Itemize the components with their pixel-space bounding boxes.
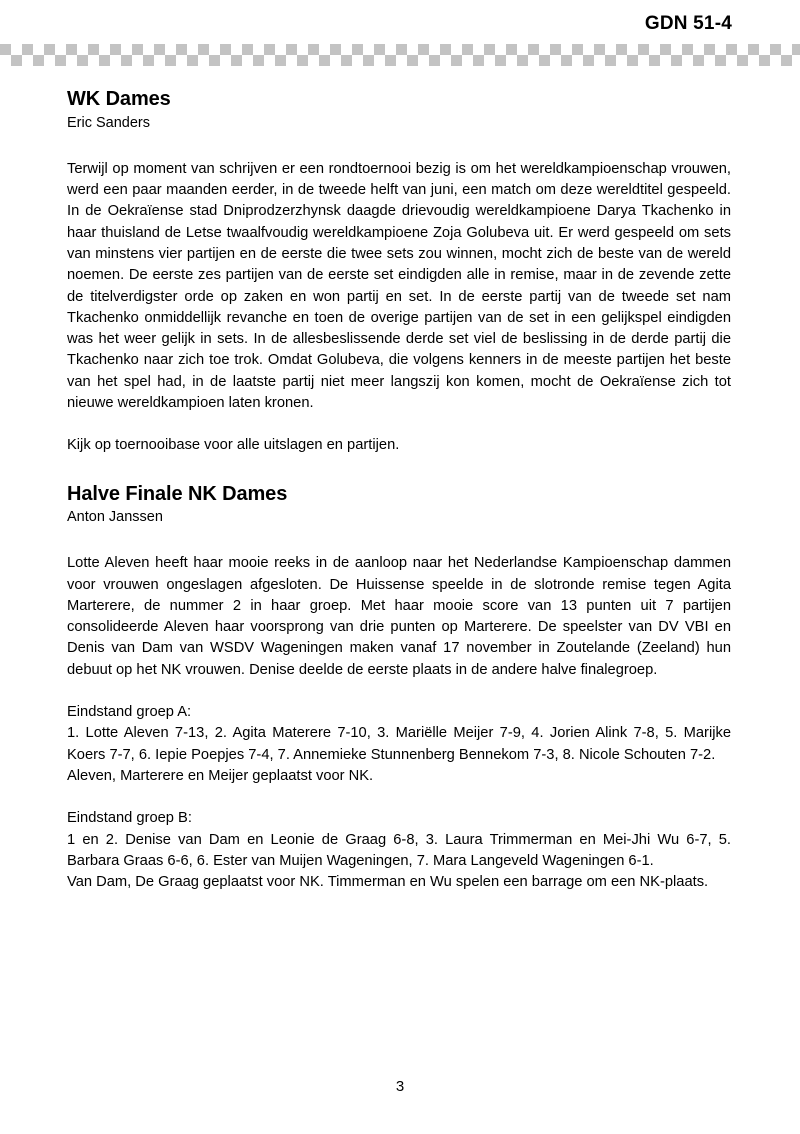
group-a-standings: 1. Lotte Aleven 7-13, 2. Agita Materere 7-10, 3. Mariëlle Meijer 7-9, 4. Jorien Alink 7-8, 5. Marijke Koers 7-7, 6. Iepie Poepjes 7-4, 7. Annemieke Stunnenberg Bennekom 7-3, 8. Nicole Schouten 7-2.	[67, 725, 731, 763]
page-content	[67, 88, 731, 893]
checker-row-top	[0, 44, 800, 55]
group-a-results	[67, 702, 731, 787]
article-byline: Anton Janssen	[67, 509, 163, 526]
article-title: Halve Finale NK Dames	[67, 482, 288, 505]
group-b-heading: Eindstand groep B:	[67, 810, 192, 827]
group-b-qualifiers: Van Dam, De Graag geplaatst voor NK. Timmerman en Wu spelen een barrage om een NK-plaats.	[67, 874, 709, 891]
article-paragraph: Kijk op toernooibase voor alle uitslagen en partijen.	[67, 437, 400, 454]
spacer	[67, 787, 731, 808]
article-halve-finale-nk-dames	[67, 483, 731, 894]
page-header	[0, 0, 800, 66]
article-byline: Eric Sanders	[67, 114, 151, 131]
checker-row-bottom	[0, 55, 800, 66]
article-paragraph: Terwijl op moment van schrijven er een rondtoernooi bezig is om het wereldkampioenschap vrouwen, werd een paar maanden eerder, in de tweede helft van juni, een match om deze wereldtitel gespeeld. In de Oekraïense stad Dniprodzerzhynsk daagde drievoudig wereldkampioene Darya Tkachenko in haar thuisland de Letse twaalfvoudig wereldkampioene Zoja Golubeva uit. Er werd gespeeld om sets van minstens vier partijen en de eerste die twee sets zou winnen, mocht zich de beste van de wereld noemen. De eerste zes partijen van de eerste set eindigden alle in remise, maar in de zevende zette de titelverdigster orde op zaken en won partij en set. In de eerste partij van de tweede set nam Tkachenko onmiddellijk revanche en toen de overige partijen van de set in een gelijkspel eindigden was het weer gelijk in sets. In de allesbeslissende derde set viel de beslissing in de derde partij die Tkachenko naar zich toe trok. Omdat Golubeva, die volgens kenners in de meeste partijen het beste van het spel had, in de laatste partij niet meer langszij kon komen, mocht de Oekraïense zich tot nieuwe wereldkampioen laten kronen.	[67, 160, 731, 411]
spacer	[67, 681, 731, 702]
checkered-divider-band	[0, 44, 800, 66]
spacer	[67, 526, 731, 553]
spacer	[67, 457, 731, 483]
group-b-results	[67, 808, 731, 893]
spacer	[67, 132, 731, 159]
article-wk-dames	[67, 88, 731, 457]
header-title: GDN 51-4	[644, 13, 732, 34]
spacer	[67, 414, 731, 435]
article-title: WK Dames	[67, 88, 171, 110]
group-b-standings: 1 en 2. Denise van Dam en Leonie de Graag 6-8, 3. Laura Trimmerman en Mei-Jhi Wu 6-7, 5. Barbara Graas 6-6, 6. Ester van Muijen Wageningen, 7. Mara Langeveld Wageningen 6-1.	[67, 831, 731, 869]
group-a-qualifiers: Aleven, Marterere en Meijer geplaatst voor NK.	[67, 767, 374, 784]
page-number: 3	[395, 1078, 405, 1095]
group-a-heading: Eindstand groep A:	[67, 704, 192, 721]
article-paragraph: Lotte Aleven heeft haar mooie reeks in de aanloop naar het Nederlandse Kampioenschap dammen voor vrouwen ongeslagen afgesloten. De Huissense speelde in de slotronde remise tegen Agita Marterere, de nummer 2 in haar groep. Met haar mooie score van 13 punten uit 7 partijen consolideerde Aleven haar voorsprong van drie punten op Marterere. De speelster van DV VBI en Denis van Dam van WSDV Wageningen maken vanaf 17 november in Zoutelande (Zeeland) hun debuut op het NK vrouwen. Denise deelde de eerste plaats in de andere halve finalegroep.	[67, 555, 731, 678]
